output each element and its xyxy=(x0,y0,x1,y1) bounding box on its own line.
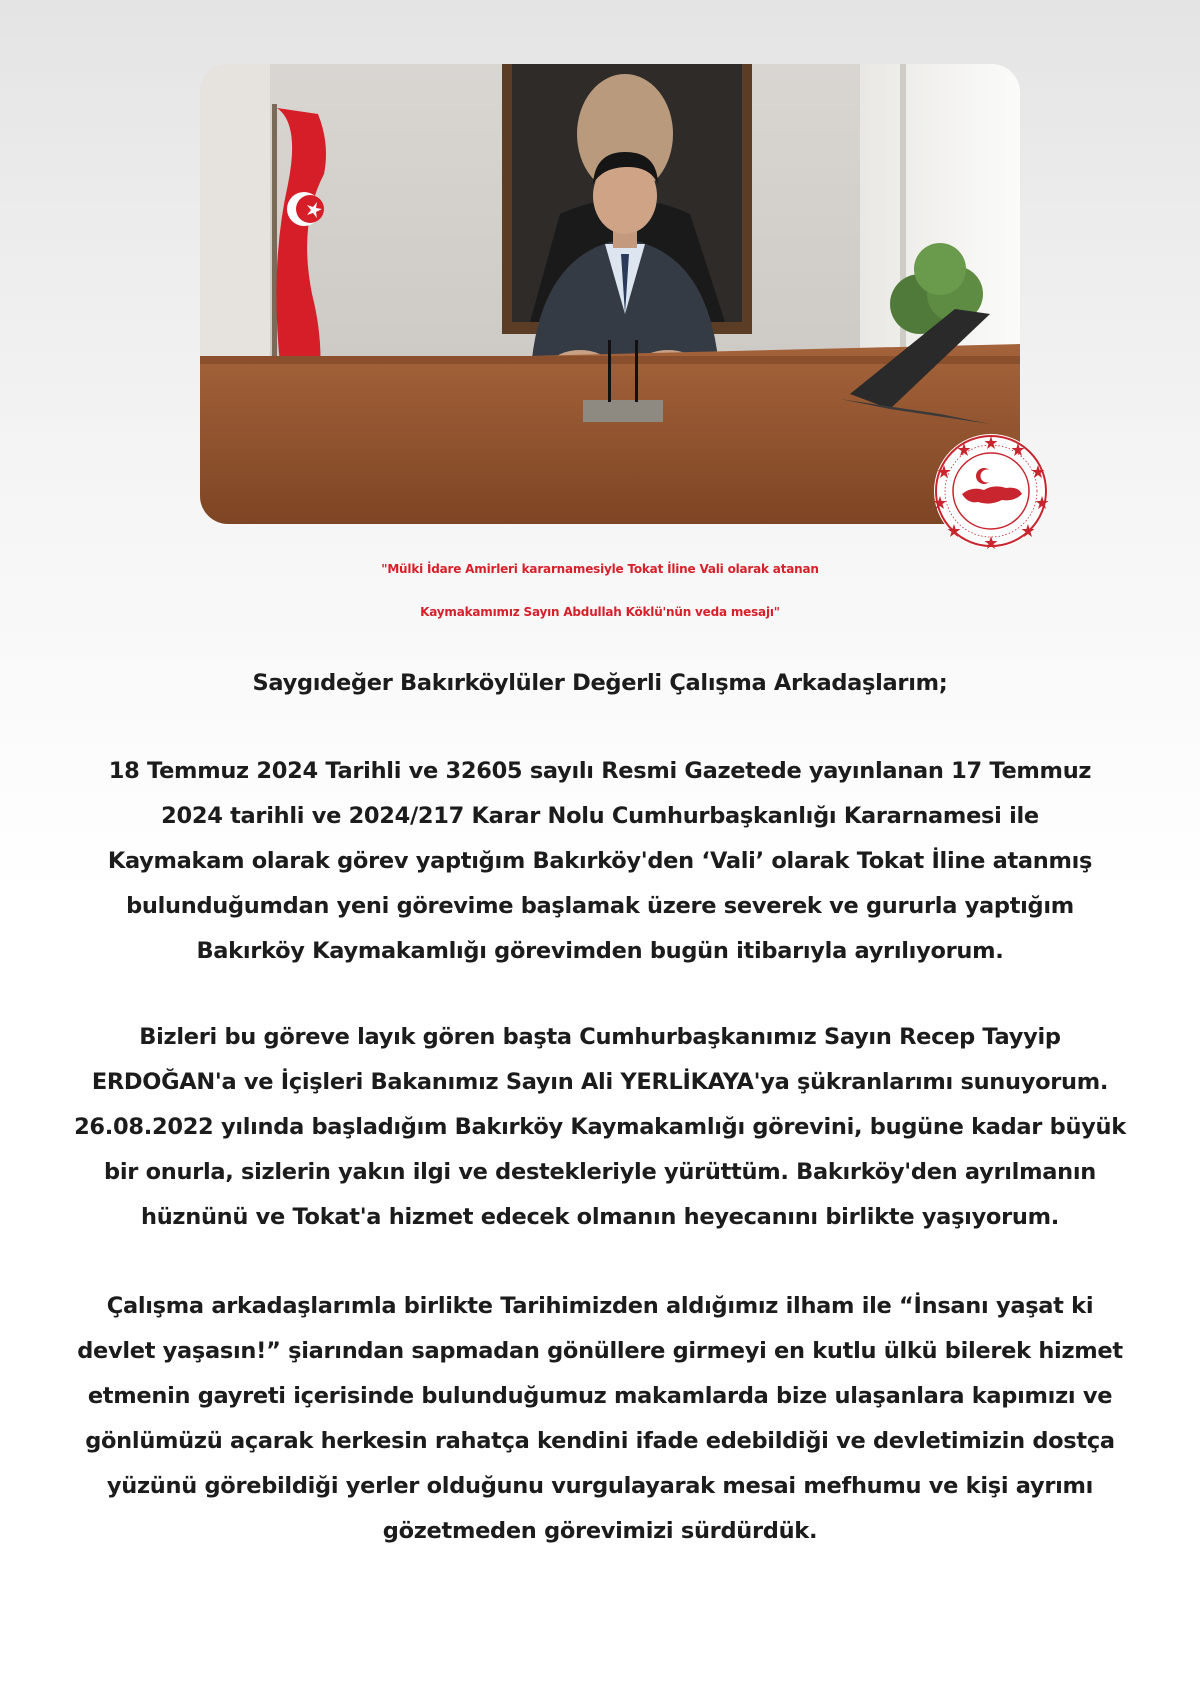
paragraph-line: ERDOĞAN'a ve İçişleri Bakanımız Sayın Ali YERLİKAYA'ya şükranlarımı sunuyorum. xyxy=(91,1069,1109,1095)
salutation xyxy=(0,661,1200,706)
headline-line: "Mülki İdare Amirleri kararnamesiyle Tokat İline Vali olarak atanan xyxy=(381,562,819,576)
paragraph-line: Kaymakam olarak görev yaptığım Bakırköy'den ‘Vali’ olarak Tokat İline atanmış xyxy=(107,848,1093,874)
paragraph-line: hüznünü ve Tokat'a hizmet edecek olmanın heyecanını birlikte yaşıyorum. xyxy=(141,1204,1059,1230)
headline-line: Kaymakamımız Sayın Abdullah Köklü'nün veda mesajı" xyxy=(420,605,780,619)
paragraph-line: bir onurla, sizlerin yakın ilgi ve destekleriyle yürüttüm. Bakırköy'den ayrılmanın xyxy=(104,1159,1096,1185)
official-photo xyxy=(200,64,1020,524)
paragraph-line: Bizleri bu göreve layık gören başta Cumhurbaşkanımız Sayın Recep Tayyip xyxy=(139,1024,1061,1050)
paragraph-line: gönlümüzü açarak herkesin rahatça kendini ifade edebildiği ve devletimizin dostça xyxy=(85,1428,1115,1454)
kaymakamlik-seal xyxy=(932,432,1050,550)
paragraph-line: Bakırköy Kaymakamlığı görevimden bugün itibarıyla ayrılıyorum. xyxy=(196,938,1004,964)
paragraph-line: 18 Temmuz 2024 Tarihli ve 32605 sayılı Resmi Gazetede yayınlanan 17 Temmuz xyxy=(108,758,1092,784)
salutation-text: Saygıdeğer Bakırköylüler Değerli Çalışma Arkadaşlarım; xyxy=(252,670,948,696)
paragraph-line: gözetmeden görevimizi sürdürdük. xyxy=(382,1518,818,1544)
paragraph-line: devlet yaşasın!” şiarından sapmadan gönüllere girmeyi en kutlu ülkü bilerek hizmet xyxy=(77,1338,1123,1364)
paragraph-line: 26.08.2022 yılında başladığım Bakırköy Kaymakamlığı görevini, bugüne kadar büyük xyxy=(74,1114,1126,1140)
paragraph-2 xyxy=(0,1015,1200,1240)
paragraph-line: Çalışma arkadaşlarımla birlikte Tarihimizden aldığımız ilham ile “İnsanı yaşat ki xyxy=(106,1293,1094,1319)
paragraph-line: bulunduğumdan yeni görevime başlamak üzere severek ve gururla yaptığım xyxy=(126,893,1074,919)
paragraph-3 xyxy=(0,1284,1200,1554)
paragraph-1 xyxy=(0,749,1200,974)
paragraph-line: 2024 tarihli ve 2024/217 Karar Nolu Cumhurbaşkanlığı Kararnamesi ile xyxy=(161,803,1039,829)
paragraph-line: yüzünü görebildiği yerler olduğunu vurgulayarak mesai mefhumu ve kişi ayrımı xyxy=(106,1473,1094,1499)
paragraph-line: etmenin gayreti içerisinde bulunduğumuz makamlarda bize ulaşanlara kapımızı ve xyxy=(87,1383,1113,1409)
